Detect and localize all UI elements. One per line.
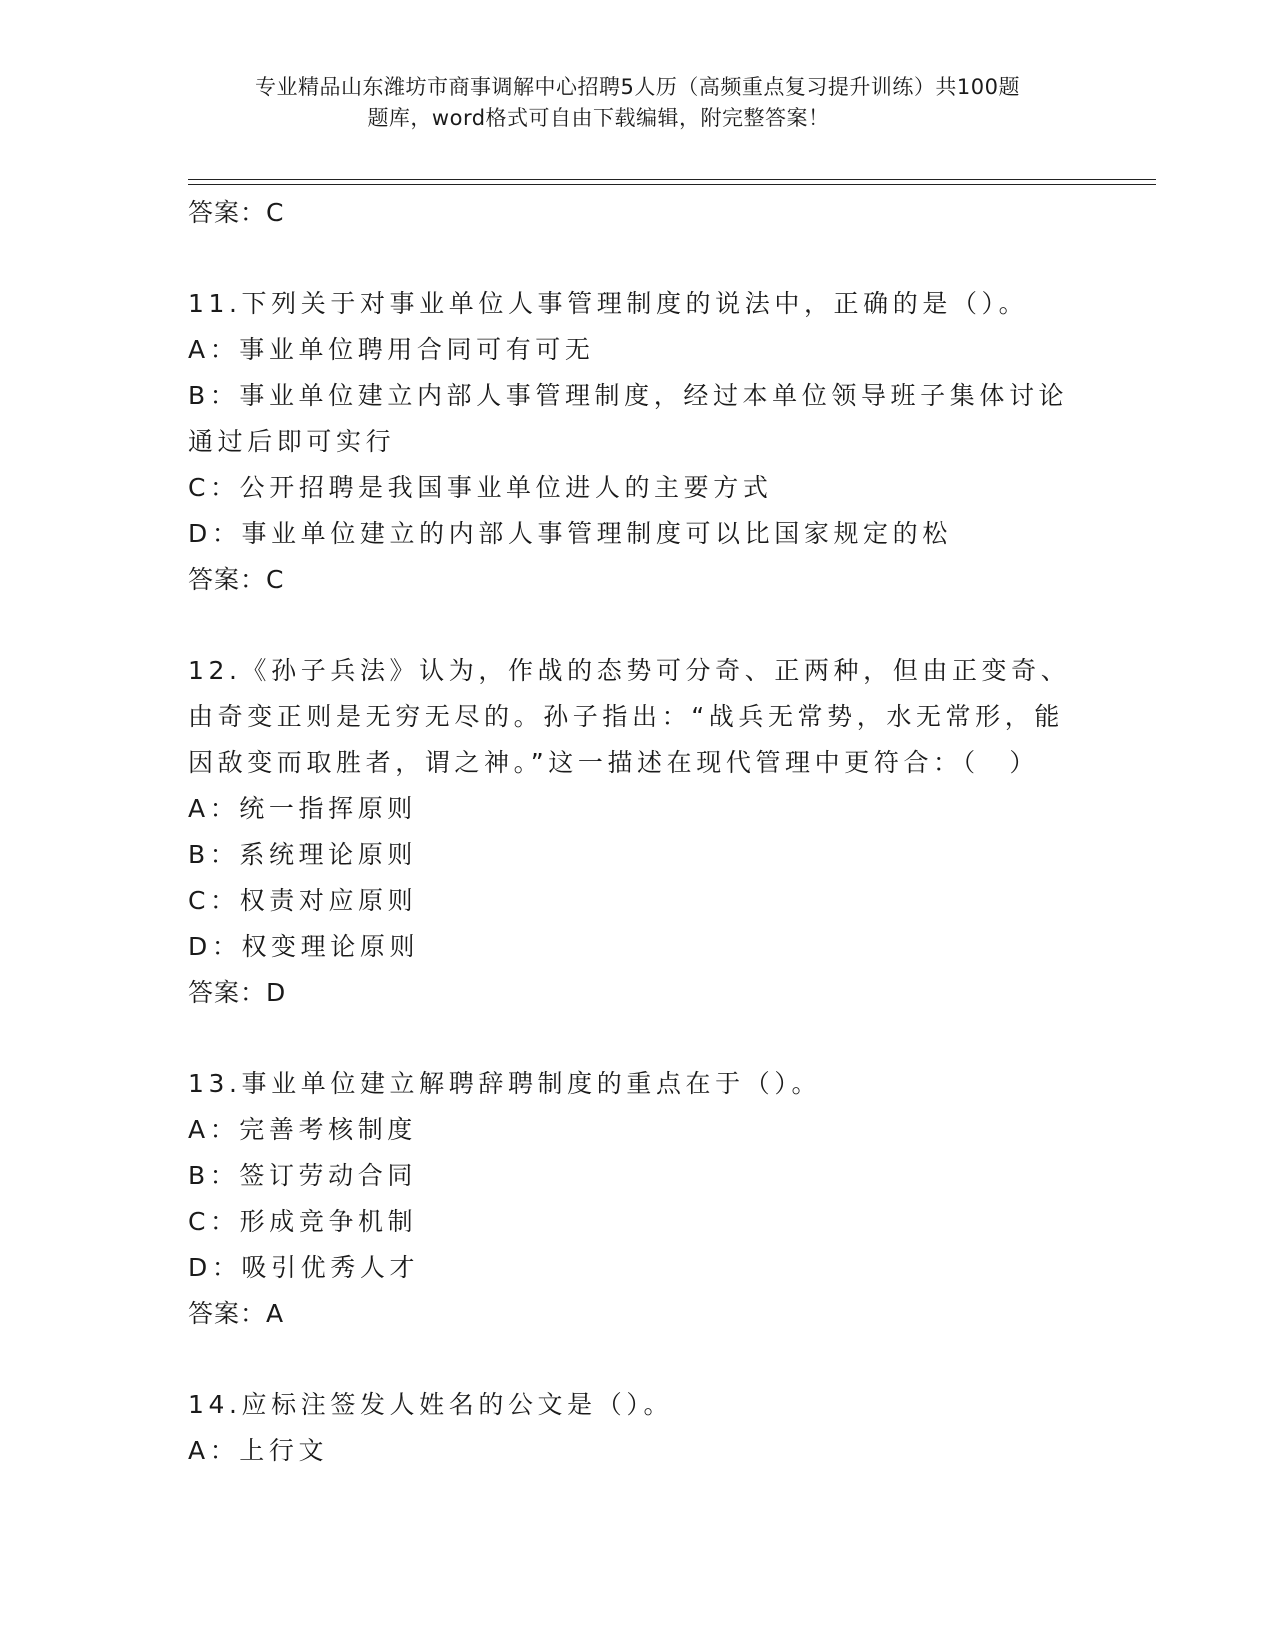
question-text: 12.《孙子兵法》认为，作战的态势可分奇、正两种，但由正变奇、由奇变正则是无穷无尽的。孙子指出：“战兵无常势，水无常形，能因敌变而取胜者，谓之神。”这一描述在现代管理中更符合：（ ） — [188, 656, 1071, 777]
answer: 答案：D — [188, 978, 287, 1007]
header-divider-bottom — [188, 184, 1156, 185]
option-a: A：统一指挥原则 — [188, 794, 417, 823]
header-divider-top — [188, 179, 1156, 180]
question-text: 13.事业单位建立解聘辞聘制度的重点在于（）。 — [188, 1069, 822, 1098]
option-a: A：事业单位聘用合同可有可无 — [188, 335, 595, 364]
question-14 — [188, 1382, 1088, 1474]
header-line-2: 题库，word格式可自由下载编辑，附完整答案！ — [367, 106, 830, 130]
header-line-1: 专业精品山东潍坊市商事调解中心招聘5人历（高频重点复习提升训练）共100题 — [255, 75, 1020, 99]
option-d: D：事业单位建立的内部人事管理制度可以比国家规定的松 — [188, 519, 952, 548]
answer: 答案：C — [188, 565, 285, 594]
option-d: D：吸引优秀人才 — [188, 1253, 420, 1282]
option-b: B：事业单位建立内部人事管理制度，经过本单位领导班子集体讨论通过后即可实行 — [188, 381, 1069, 456]
previous-answer: 答案：C — [188, 198, 285, 227]
page-header — [0, 72, 1275, 134]
question-text: 11.下列关于对事业单位人事管理制度的说法中，正确的是（）。 — [188, 289, 1029, 318]
option-b: B：系统理论原则 — [188, 840, 417, 869]
option-b: B：签订劳动合同 — [188, 1161, 417, 1190]
question-13 — [188, 1061, 1088, 1337]
option-d: D：权变理论原则 — [188, 932, 420, 961]
option-c: C：公开招聘是我国事业单位进人的主要方式 — [188, 473, 773, 502]
document-body — [188, 190, 1088, 1474]
option-c: C：权责对应原则 — [188, 886, 418, 915]
question-text: 14.应标注签发人姓名的公文是（）。 — [188, 1390, 674, 1419]
option-a: A：上行文 — [188, 1436, 329, 1465]
option-c: C：形成竞争机制 — [188, 1207, 418, 1236]
question-11 — [188, 281, 1088, 603]
question-12 — [188, 648, 1088, 1016]
option-a: A：完善考核制度 — [188, 1115, 417, 1144]
answer: 答案：A — [188, 1299, 285, 1328]
